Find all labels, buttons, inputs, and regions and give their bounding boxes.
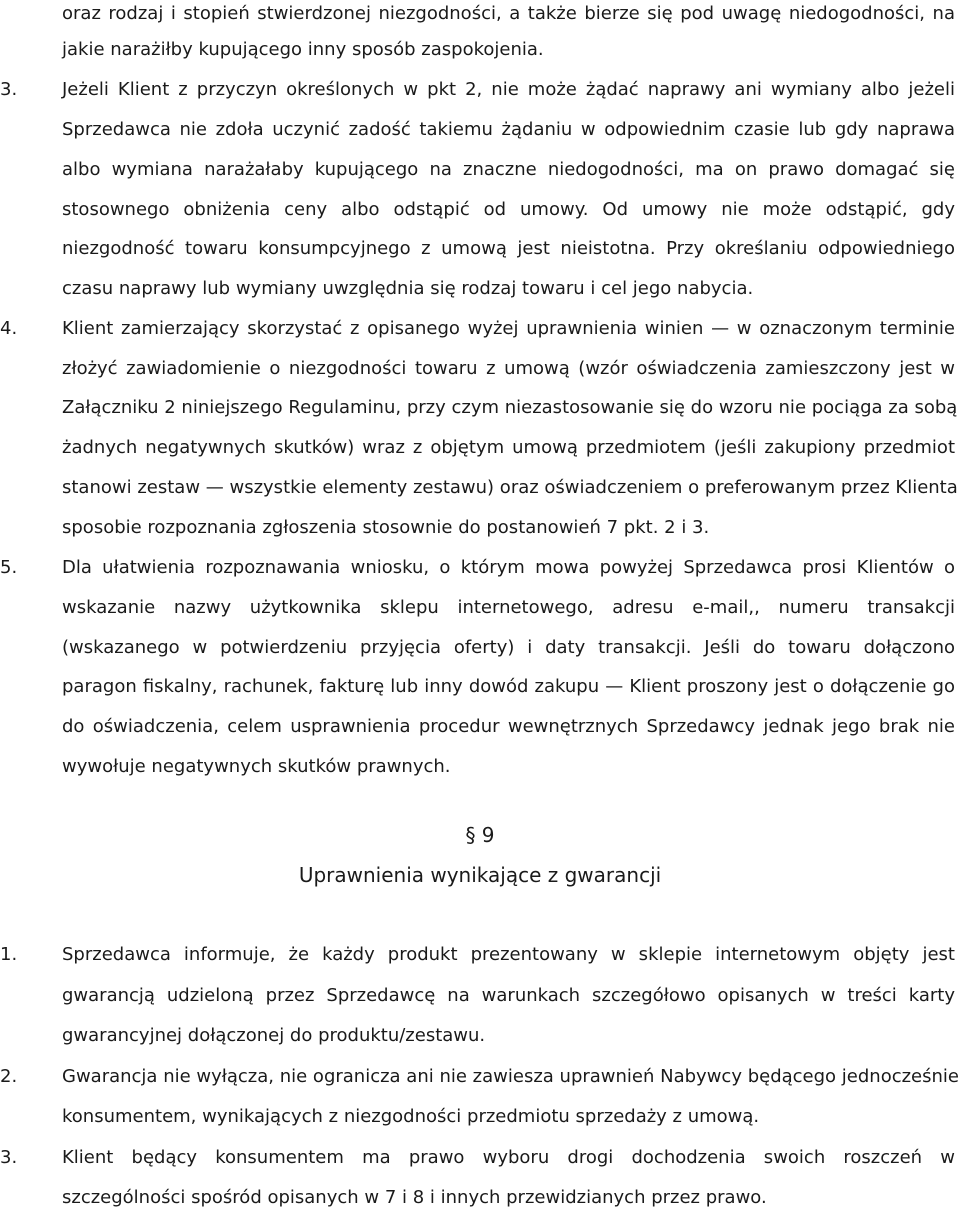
text-line: wskazanie nazwy użytkownika sklepu internetowego, adresu e-mail,, numeru transakcji (62, 597, 955, 618)
text-line: stosownego obniżenia ceny albo odstąpić od umowy. Od umowy nie może odstąpić, gdy (62, 199, 955, 220)
list-number: 4. (0, 318, 18, 339)
text-line: Sprzedawca nie zdoła uczynić zadość takiemu żądaniu w odpowiednim czasie lub gdy naprawa (62, 119, 955, 140)
list-number: 3. (0, 79, 18, 100)
text-line: gwarancyjnej dołączonej do produktu/zestawu. (62, 1025, 486, 1046)
text-line: do oświadczenia, celem usprawnienia procedur wewnętrznych Sprzedawcy jednak jego brak nie (62, 716, 955, 737)
text-line: sposobie rozpoznania zgłoszenia stosownie do postanowień 7 pkt. 2 i 3. (62, 517, 710, 538)
text-line: Klient zamierzający skorzystać z opisanego wyżej uprawnienia winien — w oznaczonym terminie (62, 318, 955, 339)
text-line: Gwarancja nie wyłącza, nie ogranicza ani nie zawiesza uprawnień Nabywcy będącego jednocześnie (62, 1066, 959, 1087)
text-line: gwarancją udzieloną przez Sprzedawcę na warunkach szczegółowo opisanych w treści karty (62, 985, 955, 1006)
text-line: (wskazanego w potwierdzeniu przyjęcia oferty) i daty transakcji. Jeśli do towaru dołączono (62, 637, 955, 658)
text-line: czasu naprawy lub wymiany uwzględnia się rodzaj towaru i cel jego nabycia. (62, 278, 754, 299)
text-line: albo wymiana narażałaby kupującego na znaczne niedogodności, ma on prawo domagać się (62, 159, 955, 180)
text-line: konsumentem, wynikających z niezgodności przedmiotu sprzedaży z umową. (62, 1106, 760, 1127)
text-line: Klient będący konsumentem ma prawo wyboru drogi dochodzenia swoich roszczeń w (62, 1147, 955, 1168)
section-title: Uprawnienia wynikające z gwarancji (298, 863, 662, 887)
text-line: Jeżeli Klient z przyczyn określonych w pkt 2, nie może żądać naprawy ani wymiany albo jeżeli (62, 79, 955, 100)
list-number: 2. (0, 1066, 18, 1087)
text-line: stanowi zestaw — wszystkie elementy zestawu) oraz oświadczeniem o preferowanym przez Klienta (62, 477, 958, 498)
text-line: oraz rodzaj i stopień stwierdzonej niezgodności, a także bierze się pod uwagę niedogodności, na (62, 3, 955, 24)
text-line: szczególności spośród opisanych w 7 i 8 i innych przewidzianych przez prawo. (62, 1187, 767, 1208)
text-line: złożyć zawiadomienie o niezgodności towaru z umową (wzór oświadczenia zamieszczony jest w (62, 358, 955, 379)
text-line: Dla ułatwienia rozpoznawania wniosku, o którym mowa powyżej Sprzedawca prosi Klientów o (62, 557, 955, 578)
text-line: niezgodność towaru konsumpcyjnego z umową jest nieistotna. Przy określaniu odpowiedniego (62, 238, 955, 259)
list-number: 5. (0, 557, 18, 578)
list-number: 3. (0, 1147, 18, 1168)
text-line: paragon fiskalny, rachunek, fakturę lub inny dowód zakupu — Klient proszony jest o dołączenie go (62, 676, 955, 697)
text-line: Załączniku 2 niniejszego Regulaminu, przy czym niezastosowanie się do wzoru nie pociąga za sobą (62, 397, 958, 418)
text-line: żadnych negatywnych skutków) wraz z objętym umową przedmiotem (jeśli zakupiony przedmiot (62, 437, 955, 458)
text-line: jakie narażiłby kupującego inny sposób zaspokojenia. (62, 39, 544, 60)
text-line: wywołuje negatywnych skutków prawnych. (62, 756, 451, 777)
section-mark: § 9 (465, 823, 495, 847)
text-line: Sprzedawca informuje, że każdy produkt prezentowany w sklepie internetowym objęty jest (62, 944, 955, 965)
list-number: 1. (0, 944, 18, 965)
